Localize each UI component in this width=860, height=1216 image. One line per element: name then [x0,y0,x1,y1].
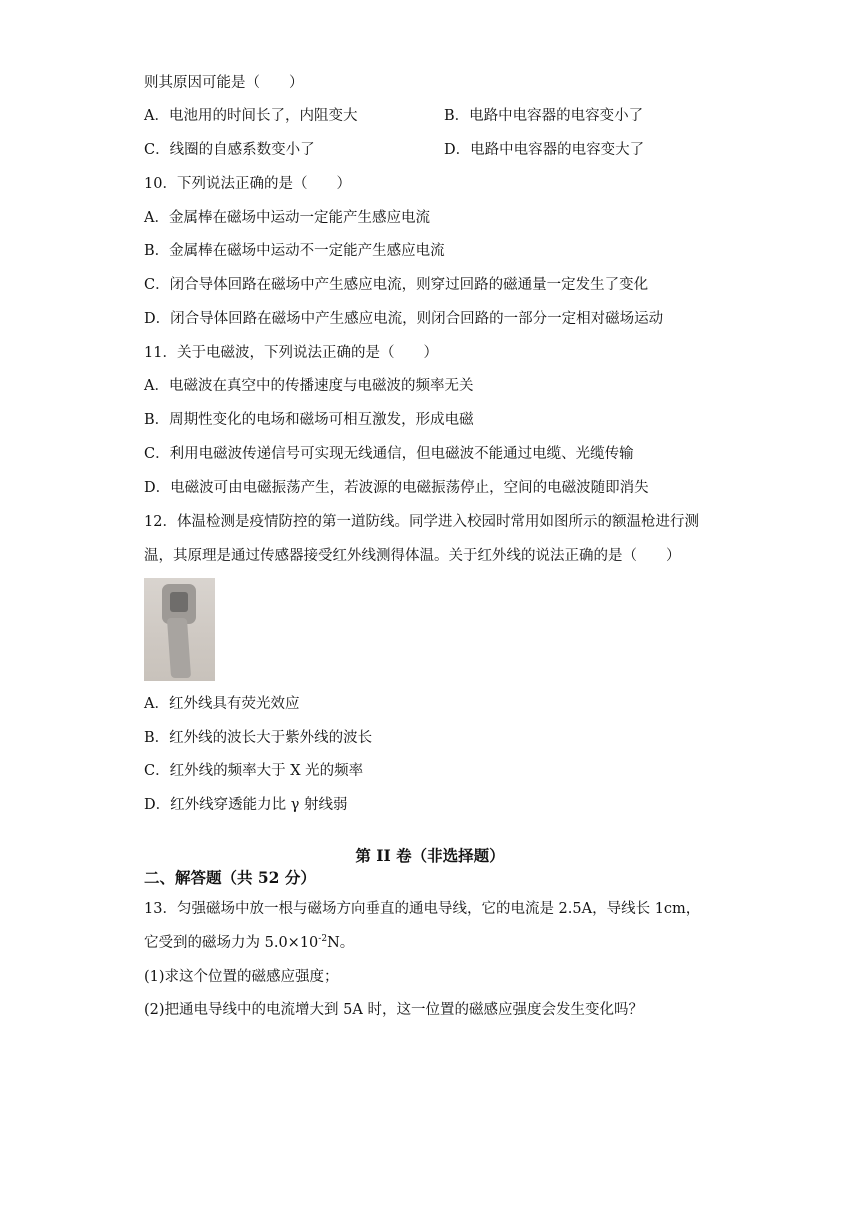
q11-option-a: A．电磁波在真空中的传播速度与电磁波的频率无关 [144,378,474,394]
q13-line-1: 13．匀强磁场中放一根与磁场方向垂直的通电导线，它的电流是 2.5A，导线长 1cm， [144,901,701,917]
q13-line-2 [144,933,354,953]
section-heading: 二、解答题（共 52 分） [144,868,316,887]
q13-sub-question-2: (2)把通电导线中的电流增大到 5A 时，这一位置的磁感应强度会发生变化吗？ [144,1002,643,1018]
q12-option-a: A．红外线具有荧光效应 [144,696,300,712]
q11-stem: 11．关于电磁波，下列说法正确的是（ ） [144,345,438,361]
q10-option-c: C．闭合导体回路在磁场中产生感应电流，则穿过回路的磁通量一定发生了变化 [144,277,649,293]
q11-option-d: D．电磁波可由电磁振荡产生，若波源的电磁振荡停止，空间的电磁波随即消失 [144,480,649,496]
q13-exponent: -2 [318,934,328,945]
q10-option-b: B．金属棒在磁场中运动不一定能产生感应电流 [144,243,445,259]
q12-stem-line-1: 12．体温检测是疫情防控的第一道防线。同学进入校园时常用如图所示的额温枪进行测 [144,514,699,530]
q9-option-c: C．线圈的自感系数变小了 [144,142,315,158]
q13-sub-question-1: (1)求这个位置的磁感应强度； [144,969,339,985]
q10-stem: 10．下列说法正确的是（ ） [144,176,351,192]
gun-handle-shape [167,618,191,678]
q11-option-c: C．利用电磁波传递信号可实现无线通信，但电磁波不能通过电缆、光缆传输 [144,446,634,462]
q9-option-a: A．电池用的时间长了，内阻变大 [144,108,358,124]
q9-option-b: B．电路中电容器的电容变小了 [444,108,644,124]
q9-options-row-1 [144,106,744,126]
q13-line-2-suffix: N。 [327,935,355,951]
q11-option-b: B．周期性变化的电场和磁场可相互激发，形成电磁 [144,412,474,428]
q13-line-2-prefix: 它受到的磁场力为 5.0×10 [144,935,319,951]
q12-option-c: C．红外线的频率大于 X 光的频率 [144,763,364,779]
q12-stem-line-2: 温，其原理是通过传感器接受红外线测得体温。关于红外线的说法正确的是（ ） [144,548,681,564]
q9-options-row-2 [144,140,744,160]
q9-stem: 则其原因可能是（ ） [144,75,304,91]
q10-option-a: A．金属棒在磁场中运动一定能产生感应电流 [144,210,430,226]
q12-option-d: D．红外线穿透能力比 γ 射线弱 [144,797,348,813]
q10-option-d: D．闭合导体回路在磁场中产生感应电流，则闭合回路的一部分一定相对磁场运动 [144,311,664,327]
gun-screen-shape [170,592,188,612]
part2-title: 第 II 卷（非选择题） [355,846,505,865]
q9-option-d: D．电路中电容器的电容变大了 [444,142,645,158]
thermometer-gun-photo [144,578,215,681]
q12-option-b: B．红外线的波长大于紫外线的波长 [144,730,373,746]
